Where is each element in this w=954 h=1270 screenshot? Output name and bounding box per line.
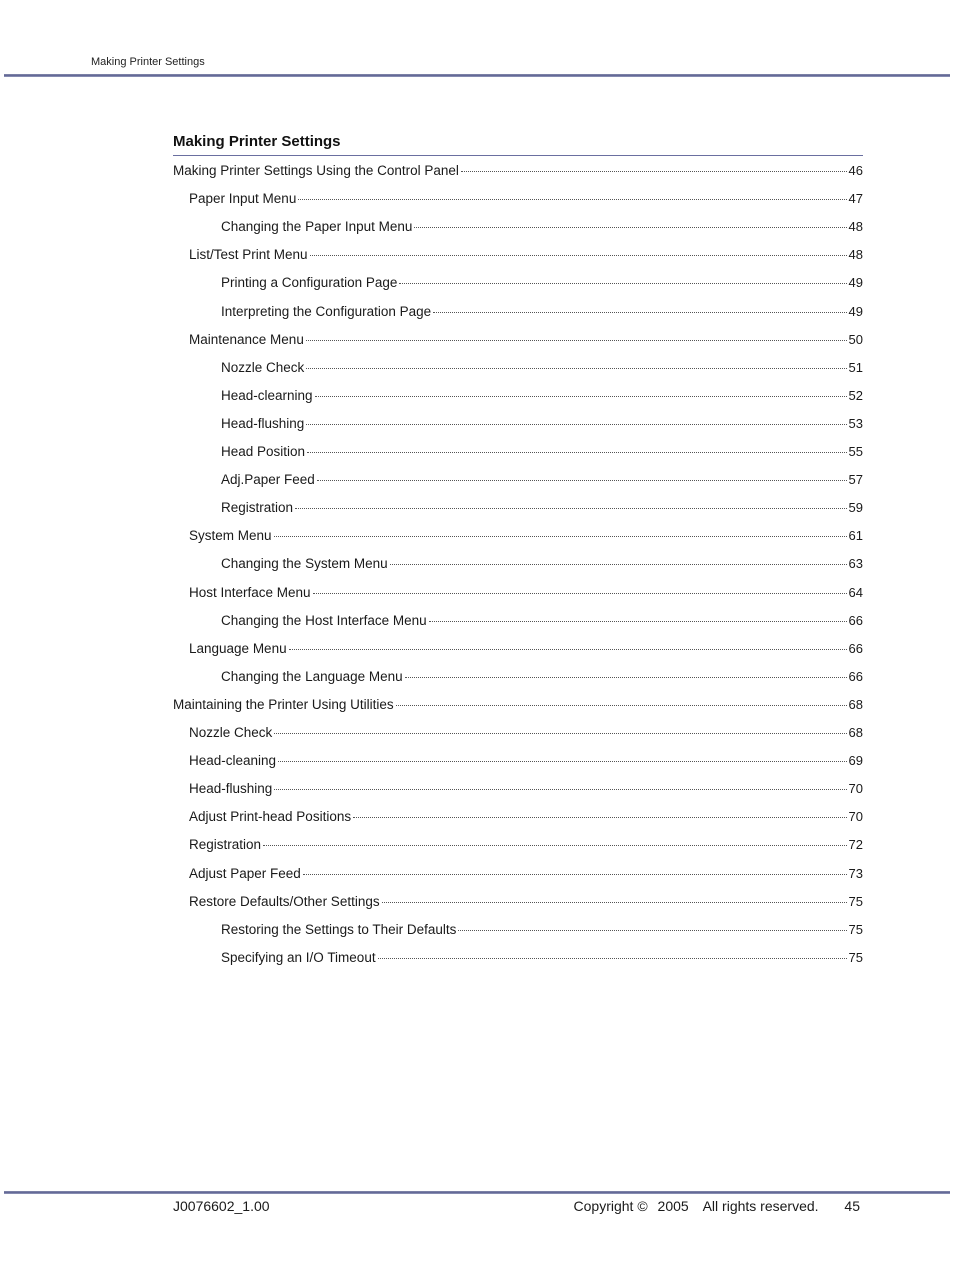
toc-entry[interactable] [189,191,863,211]
toc-entry[interactable] [221,669,863,689]
toc-entry-label: Adjust Print-head Positions [189,809,352,824]
toc-dot-leader [458,930,846,931]
toc-entry-label: Host Interface Menu [189,585,311,600]
toc-entry-page: 72 [848,837,863,852]
toc-entry-page: 69 [848,753,863,768]
toc-entry-page: 64 [848,585,863,600]
toc-entry-label: Language Menu [189,641,287,656]
toc-entry-label: Head-flushing [189,781,273,796]
header-rule [4,74,950,77]
toc-dot-leader [433,312,846,313]
toc-entry-page: 66 [848,669,863,684]
toc-entry-page: 49 [848,275,863,290]
toc-dot-leader [353,817,846,818]
toc-entry[interactable] [221,304,863,324]
section-title: Making Printer Settings [173,133,341,150]
running-header: Making Printer Settings [91,56,205,68]
section-underline [173,155,863,156]
toc-dot-leader [461,171,847,172]
toc-dot-leader [310,255,847,256]
toc-dot-leader [303,874,847,875]
toc-entry[interactable] [189,753,863,773]
toc-entry-page: 51 [848,360,863,375]
toc-entry-label: Head Position [221,444,306,459]
toc-dot-leader [313,593,847,594]
toc-dot-leader [298,199,846,200]
toc-entry-page: 55 [848,444,863,459]
toc-entry-page: 47 [848,191,863,206]
toc-entry-label: Adjust Paper Feed [189,866,301,881]
toc-entry-page: 70 [848,809,863,824]
toc-dot-leader [306,424,846,425]
toc-entry[interactable] [189,247,863,267]
toc-entry-label: Restore Defaults/Other Settings [189,894,380,909]
toc-entry-label: Nozzle Check [189,725,273,740]
toc-entry[interactable] [189,866,863,886]
toc-entry[interactable] [221,472,863,492]
toc-entry-label: Changing the Host Interface Menu [221,613,427,628]
toc-entry-page: 57 [848,472,863,487]
toc-dot-leader [399,283,846,284]
toc-dot-leader [278,761,846,762]
toc-entry-page: 59 [848,500,863,515]
toc-entry-label: Paper Input Menu [189,191,297,206]
toc-entry[interactable] [221,922,863,942]
toc-dot-leader [378,958,847,959]
toc-entry-page: 48 [848,219,863,234]
toc-entry[interactable] [189,641,863,661]
toc-entry[interactable] [189,781,863,801]
toc-entry-label: Changing the System Menu [221,556,388,571]
toc-entry-page: 52 [848,388,863,403]
toc-entry-label: Registration [189,837,262,852]
toc-dot-leader [317,480,847,481]
toc-entry[interactable] [189,837,863,857]
toc-dot-leader [274,789,846,790]
toc-entry[interactable] [189,725,863,745]
toc-entry-label: Specifying an I/O Timeout [221,950,376,965]
toc-entry-page: 75 [848,894,863,909]
toc-entry-label: Making Printer Settings Using the Control Panel [173,163,459,178]
toc-entry-label: Restoring the Settings to Their Defaults [221,922,457,937]
toc-dot-leader [390,564,847,565]
toc-dot-leader [414,227,846,228]
toc-dot-leader [382,902,847,903]
toc-entry-label: Head-clearning [221,388,313,403]
toc-entry[interactable] [189,809,863,829]
toc-entry[interactable] [189,332,863,352]
toc-entry-label: List/Test Print Menu [189,247,308,262]
toc-entry[interactable] [173,697,863,717]
toc-entry[interactable] [189,894,863,914]
toc-dot-leader [429,621,847,622]
toc-entry[interactable] [221,360,863,380]
toc-entry[interactable] [221,219,863,239]
toc-entry[interactable] [221,388,863,408]
footer-rule [4,1191,950,1194]
toc-entry-label: System Menu [189,528,272,543]
toc-dot-leader [274,536,847,537]
toc-entry[interactable] [221,613,863,633]
toc-dot-leader [307,452,846,453]
toc-entry-label: Changing the Paper Input Menu [221,219,413,234]
toc-entry-label: Head-cleaning [189,753,277,768]
toc-entry[interactable] [189,528,863,548]
toc-dot-leader [405,677,847,678]
toc-entry-label: Printing a Configuration Page [221,275,398,290]
toc-entry-label: Head-flushing [221,416,305,431]
toc-entry[interactable] [189,585,863,605]
toc-dot-leader [396,705,847,706]
toc-entry[interactable] [221,416,863,436]
toc-entry[interactable] [221,556,863,576]
page-number: 45 [844,1198,860,1214]
toc-entry-label: Changing the Language Menu [221,669,403,684]
toc-entry-page: 66 [848,641,863,656]
toc-entry-label: Nozzle Check [221,360,305,375]
toc-dot-leader [306,368,846,369]
toc-entry-label: Adj.Paper Feed [221,472,315,487]
toc-entry-page: 75 [848,922,863,937]
toc-dot-leader [295,508,846,509]
toc-entry-page: 50 [848,332,863,347]
toc-entry[interactable] [173,163,863,183]
toc-entry-page: 49 [848,304,863,319]
toc-entry[interactable] [221,500,863,520]
toc-dot-leader [306,340,847,341]
toc-entry-page: 63 [848,556,863,571]
toc-entry-page: 73 [848,866,863,881]
rights-text: All rights reserved. [702,1198,819,1214]
toc-entry-page: 68 [848,697,863,712]
copyright-year: 2005 [657,1198,689,1214]
toc-entry-page: 70 [848,781,863,796]
toc-entry-label: Maintaining the Printer Using Utilities [173,697,394,712]
toc-dot-leader [315,396,847,397]
toc-entry-page: 46 [848,163,863,178]
toc-entry-page: 68 [848,725,863,740]
toc-entry[interactable] [221,950,863,970]
document-id: J0076602_1.00 [173,1198,270,1214]
toc-entry-label: Registration [221,500,294,515]
toc-dot-leader [289,649,847,650]
toc-entry-page: 48 [848,247,863,262]
toc-entry-page: 75 [848,950,863,965]
toc-dot-leader [274,733,846,734]
toc-dot-leader [263,845,846,846]
footer-copyright [570,1198,860,1214]
toc-entry-label: Maintenance Menu [189,332,304,347]
toc-entry[interactable] [221,275,863,295]
toc-entry[interactable] [221,444,863,464]
toc-entry-page: 66 [848,613,863,628]
toc-entry-page: 61 [848,528,863,543]
copyright-label: Copyright © [573,1198,648,1214]
toc-entry-label: Interpreting the Configuration Page [221,304,432,319]
toc-entry-page: 53 [848,416,863,431]
